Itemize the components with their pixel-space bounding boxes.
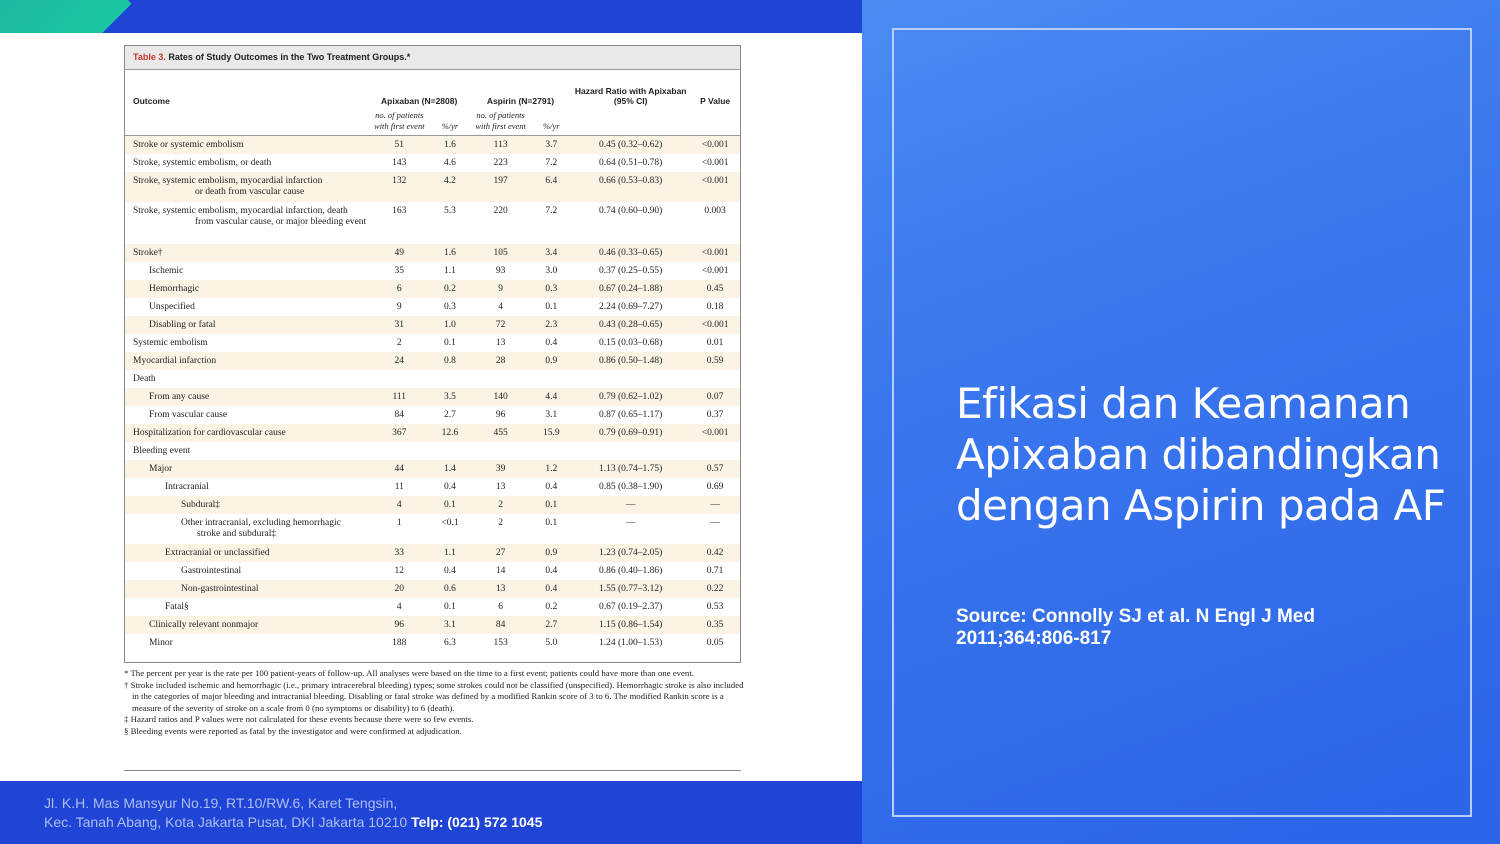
header-hazard-ratio: Hazard Ratio with Apixaban (95% CI) [574,86,687,106]
table-row [125,352,740,370]
cell-s-r: 0.4 [531,580,571,598]
table-row [125,406,740,424]
table-row [125,496,740,514]
cell-p [690,370,740,388]
cell-hr [571,370,690,388]
cell-hr: 0.74 (0.60–0.90) [599,205,663,216]
cell-hr: 2.24 (0.69–7.27) [599,301,663,312]
cell-p: <0.001 [690,136,740,154]
cell-s-n [470,370,532,388]
cell-hr: 1.23 (0.74–2.05) [571,544,690,562]
cell-s-n: 4 [498,301,503,312]
cell-p [690,442,740,460]
subheader-aspirin-patients: no. of patients with first event [470,106,532,136]
cell-hr: 0.86 (0.50–1.48) [571,352,690,370]
cell-hr: 0.85 (0.38–1.90) [599,481,663,492]
footnote: § Bleeding events were reported as fatal by the investigator and were confirmed at adjudication. [124,725,462,736]
cell-a-n: 51 [369,136,431,154]
cell-outcome: From vascular cause [149,409,228,420]
cell-s-n: 14 [495,565,506,576]
cell-p: 0.003 [704,205,726,216]
cell-p: 0.18 [706,301,724,312]
cell-hr: 0.87 (0.65–1.17) [599,409,663,420]
cell-a-n: 143 [392,157,407,168]
table-row [125,580,740,598]
cell-outcome: Fatal§ [165,601,189,612]
cell-s-n: 84 [470,616,532,634]
cell-a-r: 1.0 [430,316,470,334]
table-row [125,562,740,580]
table-number: Table 3. [133,52,166,62]
table-row [125,478,740,496]
cell-a-n: 84 [394,409,405,420]
slide-title: Efikasi dan Keamanan Apixaban dibandingkan dengan Aspirin pada AF [956,379,1446,530]
cell-p: 0.42 [690,544,740,562]
cell-s-r: 0.4 [545,481,558,492]
cell-s-r [531,442,571,460]
cell-p: — [690,496,740,514]
table-row [125,298,740,316]
table-body [125,136,740,652]
cell-p: <0.001 [701,157,729,168]
cell-a-r: 1.1 [444,265,456,276]
cell-s-r: 7.2 [545,205,558,216]
cell-a-r: 1.6 [430,136,470,154]
cell-a-r [430,442,470,460]
cell-hr: 0.46 (0.33–0.65) [571,244,690,262]
cell-hr: 0.15 (0.03–0.68) [599,337,663,348]
cell-s-r: 2.3 [531,316,571,334]
cell-a-n: 6 [369,280,431,298]
cell-s-r: 3.7 [531,136,571,154]
cell-a-n: 2 [396,337,402,348]
table-row [125,262,740,280]
cell-hr: 0.67 (0.24–1.88) [571,280,690,298]
subheader-apixaban-patients: no. of patients with first event [369,106,431,136]
cell-s-n: 72 [470,316,532,334]
cell-a-n: 35 [394,265,405,276]
header-outcome: Outcome [133,96,170,106]
cell-a-r: 4.2 [430,172,470,202]
cell-p: <0.001 [701,265,729,276]
table-row [125,136,740,154]
cell-s-r: 7.2 [545,157,558,168]
outcomes-table [125,70,740,652]
cell-a-r [430,370,470,388]
cell-s-r: 4.4 [531,388,571,406]
cell-a-n: 4 [396,601,402,612]
cell-hr: — [625,517,636,528]
table-row [125,424,740,442]
cell-outcome: Extracranial or unclassified [125,544,369,562]
cell-p: 0.59 [690,352,740,370]
cell-p: 0.71 [706,565,724,576]
cell-a-r: 5.3 [444,205,456,216]
cell-outcome: Hemorrhagic [125,280,369,298]
cell-s-n: 13 [495,481,506,492]
cell-a-r: 3.1 [430,616,470,634]
cell-hr [571,442,690,460]
cell-s-n: 113 [470,136,532,154]
cell-hr: 0.66 (0.53–0.83) [571,172,690,202]
table-row [125,634,740,652]
cell-a-n: 96 [369,616,431,634]
cell-a-n: 132 [369,172,431,202]
address-line-1: Jl. K.H. Mas Mansyur No.19, RT.10/RW.6, Karet Tengsin, [44,795,398,811]
table-footnotes [124,668,744,738]
table-row [125,154,740,172]
cell-p: 0.53 [706,601,724,612]
cell-a-r: 1.4 [430,460,470,478]
cell-s-r: 3.0 [545,265,558,276]
cell-s-r: 3.4 [531,244,571,262]
cell-a-r: 0.4 [444,565,456,576]
table-row [125,616,740,634]
cell-p: 0.01 [706,337,724,348]
cell-hr: 0.86 (0.40–1.86) [599,565,663,576]
cell-outcome: Stroke or systemic embolism [125,136,369,154]
cell-outcome: Minor [149,637,173,648]
cell-outcome: Hospitalization for cardiovascular cause [125,424,369,442]
cell-hr: 0.43 (0.28–0.65) [571,316,690,334]
cell-s-n: 9 [470,280,532,298]
cell-outcome: From any cause [125,388,369,406]
cell-a-r: 1.6 [430,244,470,262]
cell-p: 0.35 [690,616,740,634]
cell-s-n: 93 [495,265,506,276]
cell-a-r: 4.6 [444,157,456,168]
cell-hr: 1.15 (0.86–1.54) [571,616,690,634]
cell-a-r: <0.1 [441,517,459,528]
cell-p: 0.05 [706,637,724,648]
table-row [125,388,740,406]
cell-outcome: Death [133,373,156,384]
table-row [125,244,740,262]
cell-s-r: 0.9 [531,352,571,370]
cell-a-n: 31 [369,316,431,334]
cell-s-n: 223 [493,157,508,168]
cell-outcome: Stroke, systemic embolism, myocardial infarction, death from vascular cause, or major bleeding event [133,205,367,227]
header-aspirin: Aspirin (N=2791) [486,96,555,106]
cell-a-n: 9 [396,301,402,312]
table-row [125,544,740,562]
table-caption [125,46,740,70]
cell-a-r: 2.7 [444,409,456,420]
phone-number: Telp: (021) 572 1045 [411,814,543,830]
outcomes-table-figure [124,45,741,663]
cell-outcome: Non-gastrointestinal [125,580,369,598]
cell-hr: 0.37 (0.25–0.55) [599,265,663,276]
cell-a-n: 11 [394,481,404,492]
cell-s-n: 96 [495,409,506,420]
cell-a-n: 20 [369,580,431,598]
cell-a-n: 188 [392,637,407,648]
cell-a-r: 12.6 [430,424,470,442]
cell-s-n: 6 [498,601,503,612]
cell-s-n: 13 [495,337,506,348]
cell-s-n: 13 [470,580,532,598]
cell-outcome: Unspecified [149,301,195,312]
cell-s-n: 28 [470,352,532,370]
source-citation: Source: Connolly SJ et al. N Engl J Med 2011;364:806-817 [956,606,1315,649]
cell-hr: 0.79 (0.62–1.02) [571,388,690,406]
cell-s-r: 0.4 [545,565,558,576]
cell-outcome: Myocardial infarction [125,352,369,370]
cell-a-n: 44 [369,460,431,478]
cell-a-n: 163 [392,205,407,216]
cell-s-r: 0.1 [531,496,571,514]
cell-a-n: 49 [369,244,431,262]
cell-s-n: 153 [493,637,508,648]
cell-a-n: 33 [369,544,431,562]
cell-hr: 1.24 (1.00–1.53) [599,637,663,648]
cell-s-n: 455 [470,424,532,442]
cell-p: — [710,517,720,528]
cell-a-n [369,370,431,388]
cell-outcome: Other intracranial, excluding hemorrhagic stroke and subdural‡ [181,517,341,539]
header-apixaban: Apixaban (N=2808) [381,96,458,106]
cell-outcome: Clinically relevant nonmajor [125,616,369,634]
cell-a-r: 0.8 [430,352,470,370]
footnote: * The percent per year is the rate per 100 patient-years of follow-up. All analyses were based on the time to a first event; patients could have more than one event. [124,668,694,678]
cell-s-r: 0.2 [545,601,558,612]
cell-s-n: 27 [470,544,532,562]
table-row [125,442,740,460]
cell-a-n: 1 [396,517,402,528]
cell-s-r: 6.4 [531,172,571,202]
cell-outcome: Disabling or fatal [125,316,369,334]
cell-s-r: 2.7 [531,616,571,634]
cell-p: <0.001 [690,316,740,334]
header-p-value: P Value [700,96,731,106]
table-row [125,172,740,202]
cell-p: 0.69 [706,481,724,492]
cell-hr: 0.64 (0.51–0.78) [599,157,663,168]
cell-a-r: 0.4 [444,481,456,492]
cell-a-r: 0.1 [444,337,456,348]
cell-p: 0.57 [690,460,740,478]
cell-outcome: Bleeding event [133,445,191,456]
table-row [125,370,740,388]
cell-a-r: 3.5 [430,388,470,406]
cell-hr: 0.67 (0.19–2.37) [599,601,663,612]
cell-s-r: 3.1 [545,409,558,420]
table-row [125,280,740,298]
cell-s-n: 105 [470,244,532,262]
cell-hr: 0.79 (0.69–0.91) [571,424,690,442]
cell-a-n: 12 [394,565,405,576]
cell-s-n [470,442,532,460]
cell-outcome: Stroke, systemic embolism, or death [133,157,272,168]
cell-p: 0.45 [690,280,740,298]
cell-a-r: 1.1 [430,544,470,562]
footnote: † Stroke included ischemic and hemorrhagic (i.e., primary intracerebral bleeding) types; some strokes could not be classified (unspecified). Hemorrhagic stroke is also included in the categories of major bleeding and intracranial bleeding. Disabling or fatal stroke was defined by a modified Rankin score of 3 to 6. The modified Rankin score is a measure of the severity of stroke on a scale from 0 (no symptoms or disability) to 6 (death). [124,679,744,713]
table-row [125,460,740,478]
subheader-aspirin-rate: %/yr [531,106,571,136]
cell-p: 0.37 [706,409,724,420]
cell-s-n: 197 [470,172,532,202]
cell-outcome: Stroke† [125,244,369,262]
cell-s-n: 220 [493,205,508,216]
cell-s-n: 2 [470,496,532,514]
cell-p: <0.001 [690,424,740,442]
cell-s-r: 1.2 [531,460,571,478]
cell-a-n [369,442,431,460]
table-row [125,202,740,244]
table-row [125,598,740,616]
cell-outcome: Subdural‡ [125,496,369,514]
cell-a-r: 0.6 [430,580,470,598]
cell-outcome: Gastrointestinal [181,565,242,576]
cell-p: 0.22 [690,580,740,598]
cell-s-n: 2 [498,517,503,528]
cell-p: <0.001 [690,244,740,262]
cell-outcome: Ischemic [149,265,184,276]
table-row [125,514,740,544]
cell-s-r: 0.4 [545,337,558,348]
cell-s-r: 5.0 [545,637,558,648]
cell-outcome: Systemic embolism [133,337,208,348]
cell-p: 0.07 [690,388,740,406]
cell-s-r: 0.9 [531,544,571,562]
cell-s-n: 140 [470,388,532,406]
cell-a-r: 6.3 [444,637,456,648]
table-caption-text: Rates of Study Outcomes in the Two Treatment Groups.* [168,52,411,62]
address-line-2: Kec. Tanah Abang, Kota Jakarta Pusat, DKI Jakarta 10210 [44,814,408,830]
cell-a-n: 24 [369,352,431,370]
cell-a-n: 4 [369,496,431,514]
cell-s-r: 0.1 [545,517,558,528]
cell-s-n: 39 [470,460,532,478]
footnote: ‡ Hazard ratios and P values were not calculated for these events because there were so few events. [124,714,474,725]
cell-hr: 0.45 (0.32–0.62) [571,136,690,154]
cell-outcome: Stroke, systemic embolism, myocardial infarction or death from vascular cause [125,172,369,202]
table-row [125,316,740,334]
cell-hr: 1.13 (0.74–1.75) [571,460,690,478]
footer-address [44,794,542,832]
cell-s-r [531,370,571,388]
footnote-divider [124,770,741,771]
cell-a-r: 0.1 [430,496,470,514]
cell-outcome: Intracranial [165,481,209,492]
cell-outcome: Major [125,460,369,478]
cell-s-r: 15.9 [531,424,571,442]
cell-hr: — [571,496,690,514]
cell-s-r: 0.1 [545,301,558,312]
cell-hr: 1.55 (0.77–3.12) [571,580,690,598]
cell-a-r: 0.3 [444,301,456,312]
cell-a-n: 367 [369,424,431,442]
cell-s-r: 0.3 [531,280,571,298]
cell-p: <0.001 [690,172,740,202]
subheader-apixaban-rate: %/yr [430,106,470,136]
cell-a-n: 111 [369,388,431,406]
cell-a-r: 0.2 [430,280,470,298]
table-row [125,334,740,352]
cell-a-r: 0.1 [444,601,456,612]
